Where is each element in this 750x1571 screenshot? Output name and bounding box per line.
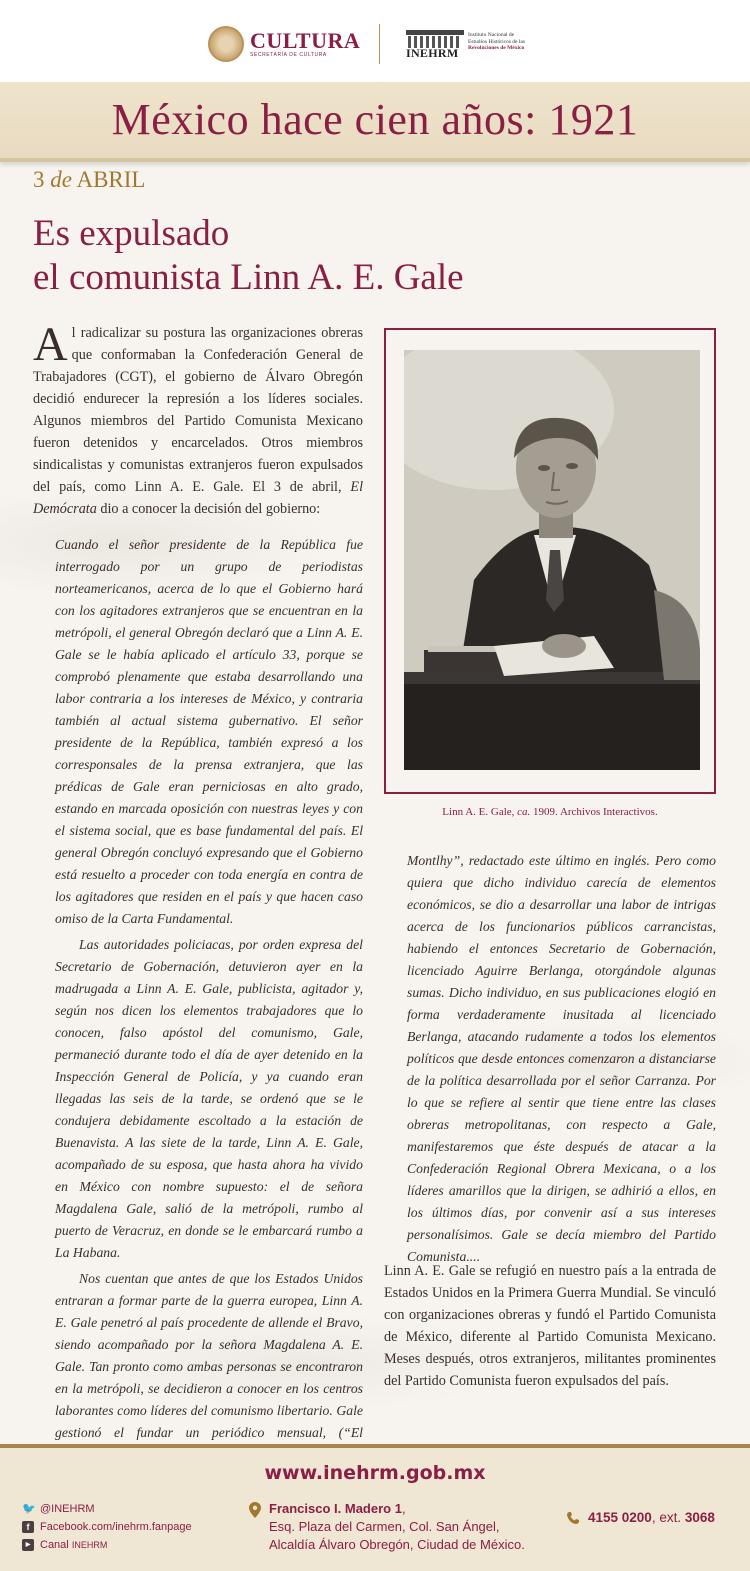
article-headline bbox=[33, 212, 464, 300]
newspaper-name: El Demócrata bbox=[33, 479, 364, 517]
quote-paragraph-3: Nos cuentan que antes de que los Estados Unidos entraran a formar parte de la guerra europea, Linn A. E. Gale penetró al país procedente de allende el Bravo, siendo acompañado por la señora Magdalena A. E. Gale. Tan pronto como ambas personas se encontraron en la metrópoli, se decidieron a conocer en los centros laborantes como líderes del comunismo libertario. Gale gestionó el fundar un periódico mensual, (“El bbox=[55, 1271, 363, 1440]
photo-caption: Linn A. E. Gale, ca. 1909. Archivos Interactivos. bbox=[442, 806, 658, 818]
date-month: ABRIL bbox=[76, 167, 146, 192]
date-day: 3 bbox=[33, 167, 45, 192]
website-link[interactable]: www.inehrm.gob.mx bbox=[264, 1462, 486, 1484]
top-header bbox=[0, 0, 750, 82]
footer bbox=[0, 1444, 750, 1571]
quote-paragraph-2: Las autoridades policiacas, por orden expresa del Secretario de Gobernación, detuvieron ayer en la madrugada a Linn A. E. Gale, publicista, agitador y, según nos dicen los elementos trabajadores que lo conocen, falso apóstol del comunismo, Gale, permaneció durante todo el día de ayer detenido en la Inspección General de Policía, y ya cuando eran llegadas las seis de la tarde, se ordenó que se le condujera debidamente escoltado a la estación de Buenavista. A las siete de la tarde, Linn A. E. Gale, acompañado de su esposa, que hasta ahora ha vivido en México con nombre supuesto: el de señora Magdalena Gale, salió de la metrópoli, rumbo al puerto de Veracruz, en donde se le embarcará rumbo a La Habana. bbox=[55, 937, 363, 1260]
closing-paragraph: Linn A. E. Gale se refugió en nuestro país a la entrada de Estados Unidos en la Primera Guerra Mundial. Se vinculó con organizaciones obreras y fundó el Partido Comunista de México, diferente al Partido Comunista Mexicano. Meses después, otros extranjeros, militantes prominentes del Partido Comunista fueron expulsados del país. bbox=[384, 1263, 716, 1389]
twitter-link[interactable]: 🐦 @INEHRM bbox=[22, 1503, 95, 1515]
eagle-seal-icon bbox=[208, 26, 244, 62]
headline-line-1: Es expulsado bbox=[33, 213, 230, 254]
portrait-photo bbox=[404, 350, 700, 770]
block-quote bbox=[33, 534, 363, 1466]
address: Francisco I. Madero 1, Esq. Plaza del Carmen, Col. San Ángel, Alcaldía Álvaro Obregón, Ciudad de México. bbox=[249, 1500, 525, 1554]
cultura-wordmark: CULTURA bbox=[250, 28, 361, 53]
building-icon bbox=[406, 30, 464, 58]
drop-cap: A bbox=[33, 318, 68, 371]
left-column bbox=[33, 318, 364, 1466]
cultura-subtitle: SECRETARÍA DE CULTURA bbox=[250, 52, 327, 58]
photo-frame bbox=[384, 328, 716, 794]
quote-paragraph-1: Cuando el señor presidente de la República fue interrogado por un grupo de periodistas norteamericanos, acerca de lo que el Gobierno hará con los agitadores extranjeros que se encuentran en la metrópoli, el general Obregón declaró que a Linn A. E. Gale se le había aplicado el artículo 33, porque se comprobó plenamente que estaba desarrollando una labor contraria a los intereses de México, y contraria también al actual sistema gubernativo. El señor presidente de la República, también expresó a los corresponsales de la prensa extranjera, que las prédicas de Gale eran perniciosas en alto grado, estando en marcada oposición con nuestras leyes y con el sistema social, que es base fundamental del país. El general Obregón concluyó expresando que el Gobierno está resuelto a proceder con toda energía en contra de los agitadores que residen en el país y que hacen caso omiso de la Carta Fundamental. bbox=[55, 537, 363, 926]
location-pin-icon bbox=[249, 1502, 261, 1518]
phone-number[interactable]: 4155 0200, ext. 3068 bbox=[566, 1510, 715, 1525]
portrait-illustration bbox=[404, 350, 700, 770]
inehrm-fullname: Instituto Nacional de Estudios Históricos de las Revoluciones de México bbox=[468, 32, 525, 51]
facebook-icon: f bbox=[22, 1521, 34, 1533]
twitter-icon: 🐦 bbox=[22, 1503, 36, 1515]
quote-continuation: Montlhy”, redactado este último en inglés. Pero como quiera que dicho individuo carecía de elementos económicos, se dio a desarrollar una labor de intrigas acerca de los funcionarios públicos carrancistas, habiendo el entonces Secretario de Gobernación, licenciado Aguirre Berlanga, otorgándole algunas sumas. Dicho individuo, en sus publicaciones elogió en forma verdaderamente inusitada al licenciado Berlanga, atacando rudamente a todos los elementos políticos que desde entonces comenzaron a distanciarse de la política desarrollada por el señor Carranza. Por lo que se refiere al sentir que tiene entre las clases obreras metropolitanas, con respecto a Gale, manifestaremos que éste después de atacar a la Confederación Regional Obrera Mexicana, o a los líderes amarillos que la dirigen, se adhirió a ellos, en los últimos días, por convenir así a sus intereses personalísimos. Gale se decía miembro del Partido Comunista.... bbox=[407, 853, 716, 1264]
cultura-logo[interactable] bbox=[208, 26, 360, 62]
date-de: de bbox=[50, 167, 72, 192]
title-band bbox=[0, 82, 750, 162]
youtube-icon: ▶ bbox=[22, 1539, 34, 1551]
social-links bbox=[22, 1500, 192, 1554]
youtube-link[interactable]: ▶ Canal INEHRM bbox=[22, 1536, 192, 1554]
phone-icon bbox=[566, 1511, 580, 1525]
facebook-link[interactable]: f Facebook.com/inehrm.fanpage bbox=[22, 1518, 192, 1536]
headline-line-2: el comunista Linn A. E. Gale bbox=[33, 257, 464, 298]
intro-paragraph: Al radicalizar su postura las organizaciones obreras que conformaban la Confederación General de Trabajadores (CGT), el gobierno de Álvaro Obregón decidió endurecer la represión a los líderes sociales. Algunos miembros del Partido Comunista Mexicano fueron detenidos y encarcelados. Otros miembros sindicalistas y comunistas extranjeros fueron expulsados del país, como Linn A. E. Gale. El 3 de abril, El Demócrata dio a conocer la decisión del gobierno: bbox=[33, 318, 364, 517]
article-date bbox=[33, 167, 145, 193]
inehrm-logo[interactable] bbox=[406, 30, 525, 58]
logo-divider bbox=[379, 24, 380, 64]
inehrm-wordmark: INEHRM bbox=[406, 46, 459, 60]
page-title: México hace cien años: 1921 bbox=[111, 95, 639, 144]
